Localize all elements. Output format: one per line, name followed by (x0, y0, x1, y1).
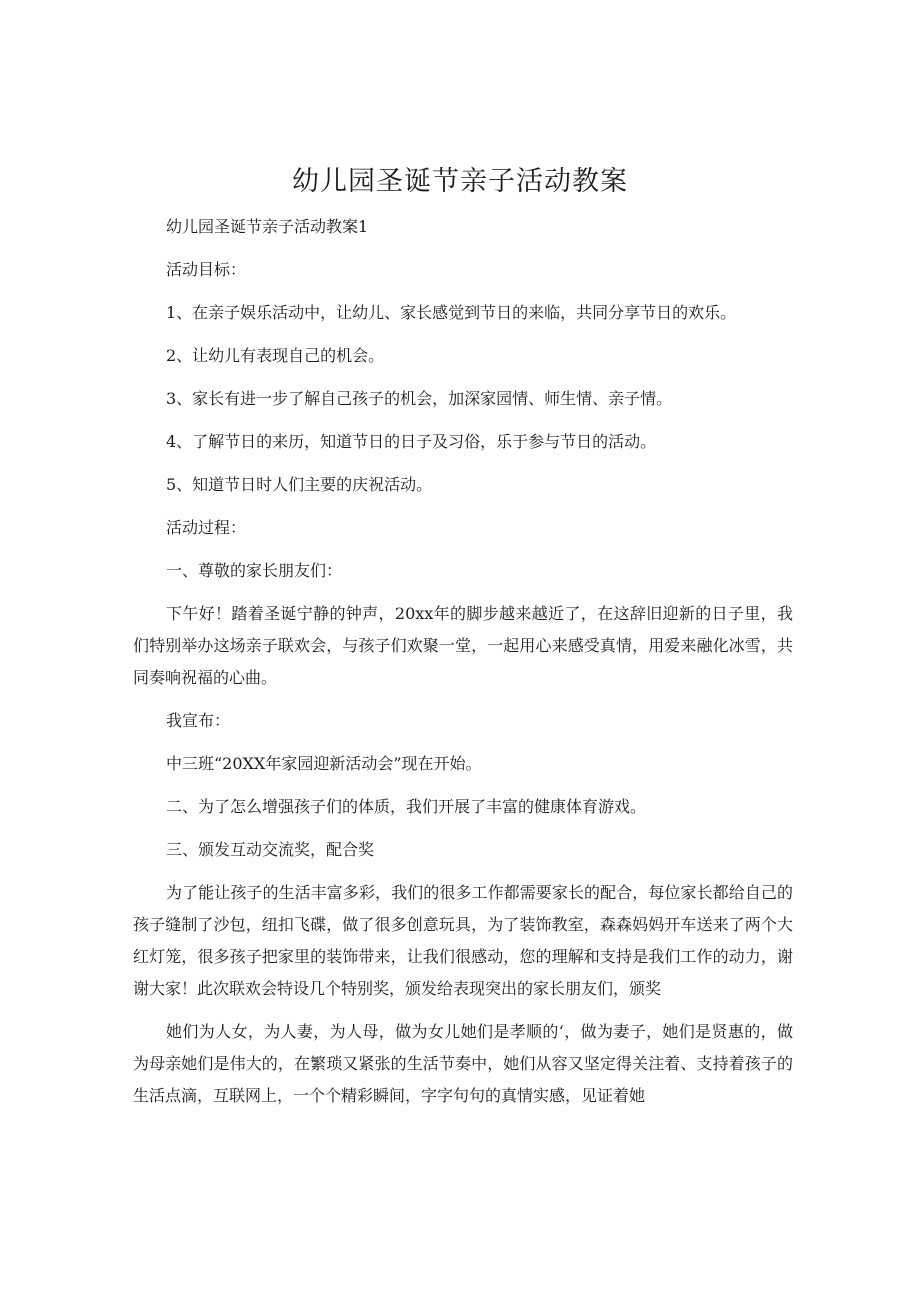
body-paragraph: 为了能让孩子的生活丰富多彩，我们的很多工作都需要家长的配合，每位家长都给自己的孩子缝制了沙包，纽扣飞碟，做了很多创意玩具，为了装饰教室，森森妈妈开车送来了两个大红灯笼，很多孩子把家里的装饰带来，让我们很感动，您的理解和支持是我们工作的动力，谢谢大家！此次联欢会特设几个特别奖，颁发给表现突出的家长朋友们，颁奖 (133, 883, 793, 998)
objective-item: 2、让幼儿有表现自己的机会。 (166, 346, 385, 365)
objective-item: 5、知道节日时人们主要的庆祝活动。 (166, 475, 433, 494)
objective-item: 1、在亲子娱乐活动中，让幼儿、家长感觉到节日的来临，共同分享节日的欢乐。 (166, 303, 737, 322)
objective-item: 3、家长有进一步了解自己孩子的机会，加深家园情、师生情、亲子情。 (166, 389, 673, 408)
process-step: 一、尊敬的家长朋友们： (166, 561, 343, 580)
body-paragraph: 下午好！踏着圣诞宁静的钟声，20xx年的脚步越来越近了，在这辞旧迎新的日子里，我们特别举办这场亲子联欢会，与孩子们欢聚一堂，一起用心来感受真情，用爱来融化冰雪，共同奏响祝福的心曲。 (133, 604, 793, 687)
section-heading: 幼儿园圣诞节亲子活动教案1 (166, 217, 369, 236)
process-step: 三、颁发互动交流奖，配合奖 (166, 840, 375, 859)
process-step: 二、为了怎么增强孩子们的体质，我们开展了丰富的健康体育游戏。 (166, 797, 647, 816)
objective-item: 4、了解节日的来历，知道节日的日子及习俗，乐于参与节日的活动。 (166, 432, 657, 451)
objectives-heading: 活动目标： (166, 260, 247, 279)
body-paragraph: 她们为人女，为人妻，为人母，做为女儿她们是孝顺的‘，做为妻子，她们是贤惠的，做为母亲她们是伟大的，在繁琐又紧张的生活节奏中，她们从容又坚定得关注着、支持着孩子的生活点滴，互联网上，一个个精彩瞬间，字字句句的真情实感，见证着她 (133, 1022, 793, 1105)
document-title: 幼儿园圣诞节亲子活动教案 (292, 166, 628, 197)
process-heading: 活动过程： (166, 518, 247, 537)
document-body (133, 211, 793, 1112)
body-paragraph: 中三班“20XX年家园迎新活动会”现在开始。 (166, 754, 482, 773)
body-paragraph: 我宣布： (166, 711, 231, 730)
